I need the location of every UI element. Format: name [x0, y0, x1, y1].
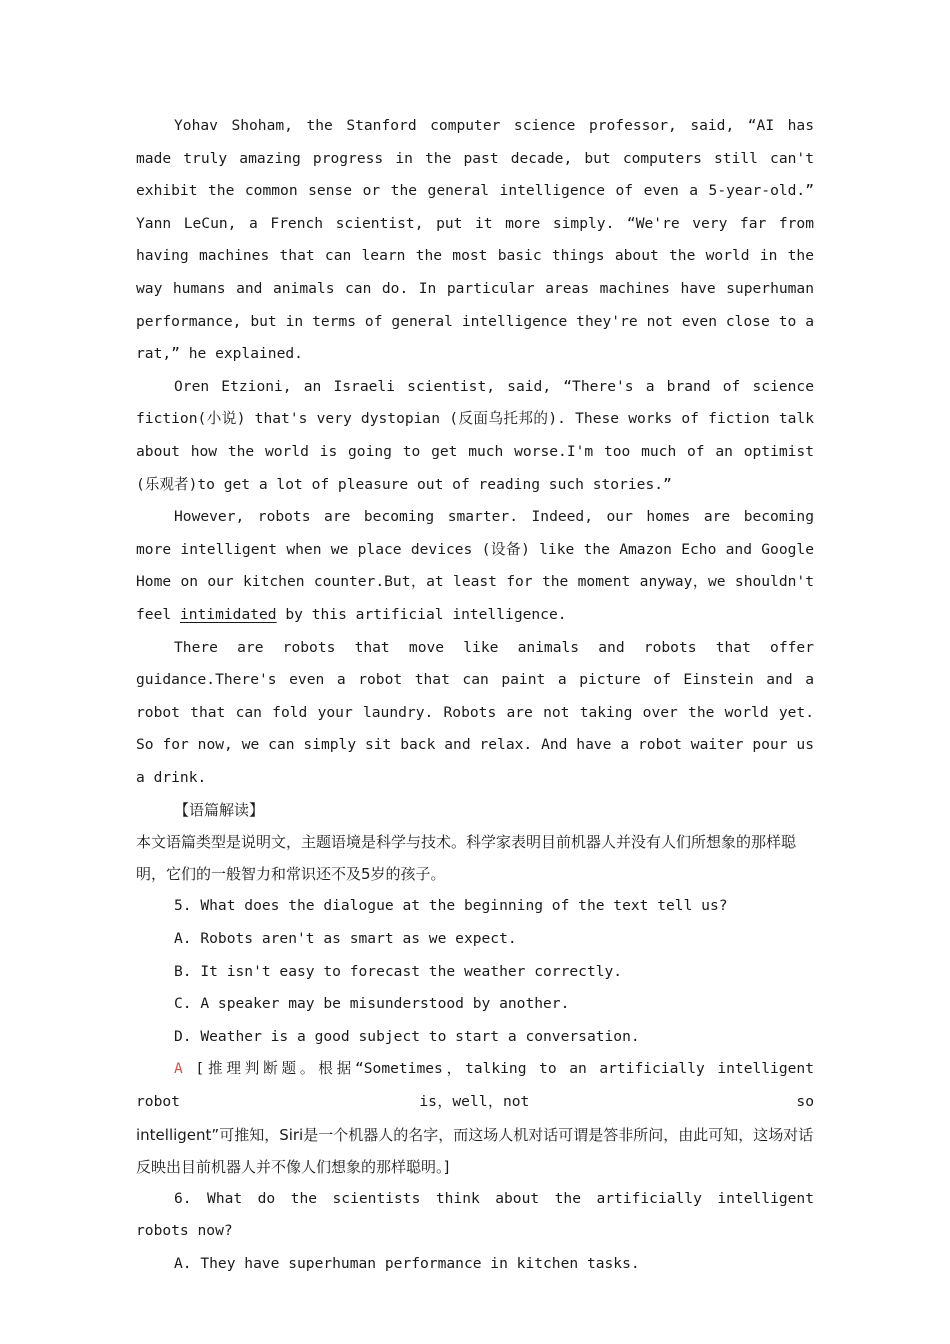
q5-option-c: C. A speaker may be misunderstood by another.	[174, 995, 570, 1013]
paragraph-text: However, robots are becoming smarter. Indeed, our homes are becoming more intelligent when we place devices (设备) like the Amazon Echo and Google Home on our kitchen counter.But，at least for the moment anyway，we shouldn't feel	[136, 508, 814, 623]
underlined-word: intimidated	[179, 605, 277, 623]
q5-option-b: B. It isn't easy to forecast the weather correctly.	[174, 962, 623, 980]
q5-explanation-text: [推理判断题。根据“Sometimes，talking to an artificially intelligent	[195, 1060, 814, 1078]
q5-explanation-line	[136, 1053, 814, 1086]
document-page	[136, 110, 814, 1280]
q6-option-a: A. They have superhuman performance in kitchen tasks.	[174, 1254, 640, 1272]
question-5: 5. What does the dialogue at the beginning of the text tell us?	[174, 897, 728, 915]
q5-answer-letter: A	[174, 1060, 183, 1078]
question-6: 6. What do the scientists think about the artificially intelligent robots now?	[136, 1189, 814, 1240]
paragraph-text: by this artificial intelligence.	[276, 605, 567, 623]
paragraph-shoham: Yohav Shoham, the Stanford computer science professor, said, “AI has made truly amazing progress in the past decade, but computers still can't exhibit the common sense or the general intelligence of even a 5-year-old.” Yann LeCun, a French scientist, put it more simply. “We're very far from having machines that can learn the most basic things about the world in the way humans and animals can do. In particular areas machines have superhuman performance, but in terms of general intelligence they're not even close to a rat,” he explained.	[136, 117, 814, 363]
q5-option-a: A. Robots aren't as smart as we expect.	[174, 930, 517, 948]
q5-option-d: D. Weather is a good subject to start a conversation.	[174, 1027, 640, 1045]
paragraph-etzioni: Oren Etzioni, an Israeli scientist, said, “There's a brand of science fiction(小说) that's very dystopian (反面乌托邦的). These works of fiction talk about how the world is going to get much worse.I'm too much of an optimist (乐观者)to get a lot of pleasure out of reading such stories.”	[136, 377, 814, 493]
reading-analysis-summary: 本文语篇类型是说明文，主题语境是科学与技术。科学家表明目前机器人并没有人们所想象的那样聪明，它们的一般智力和常识还不及5岁的孩子。	[136, 833, 797, 884]
q5-explanation-rest: intelligent”可推知，Siri是一个机器人的名字，而这场人机对话可谓是答非所问，由此可知，这场对话反映出目前机器人并不像人们想象的那样聪明。]	[136, 1125, 814, 1176]
paragraph-smarter-robots	[136, 501, 814, 631]
reading-analysis-heading: 【语篇解读】	[174, 801, 265, 820]
paragraph-robot-examples: There are robots that move like animals and robots that offer guidance.There's even a robot that can paint a picture of Einstein and a robot that can fold your laundry. Robots are not taking over the world yet. So for now, we can simply sit back and relax. And have a robot waiter pour us a drink.	[136, 638, 814, 786]
q5-explanation-line: robot is，well，not so	[136, 1093, 814, 1111]
